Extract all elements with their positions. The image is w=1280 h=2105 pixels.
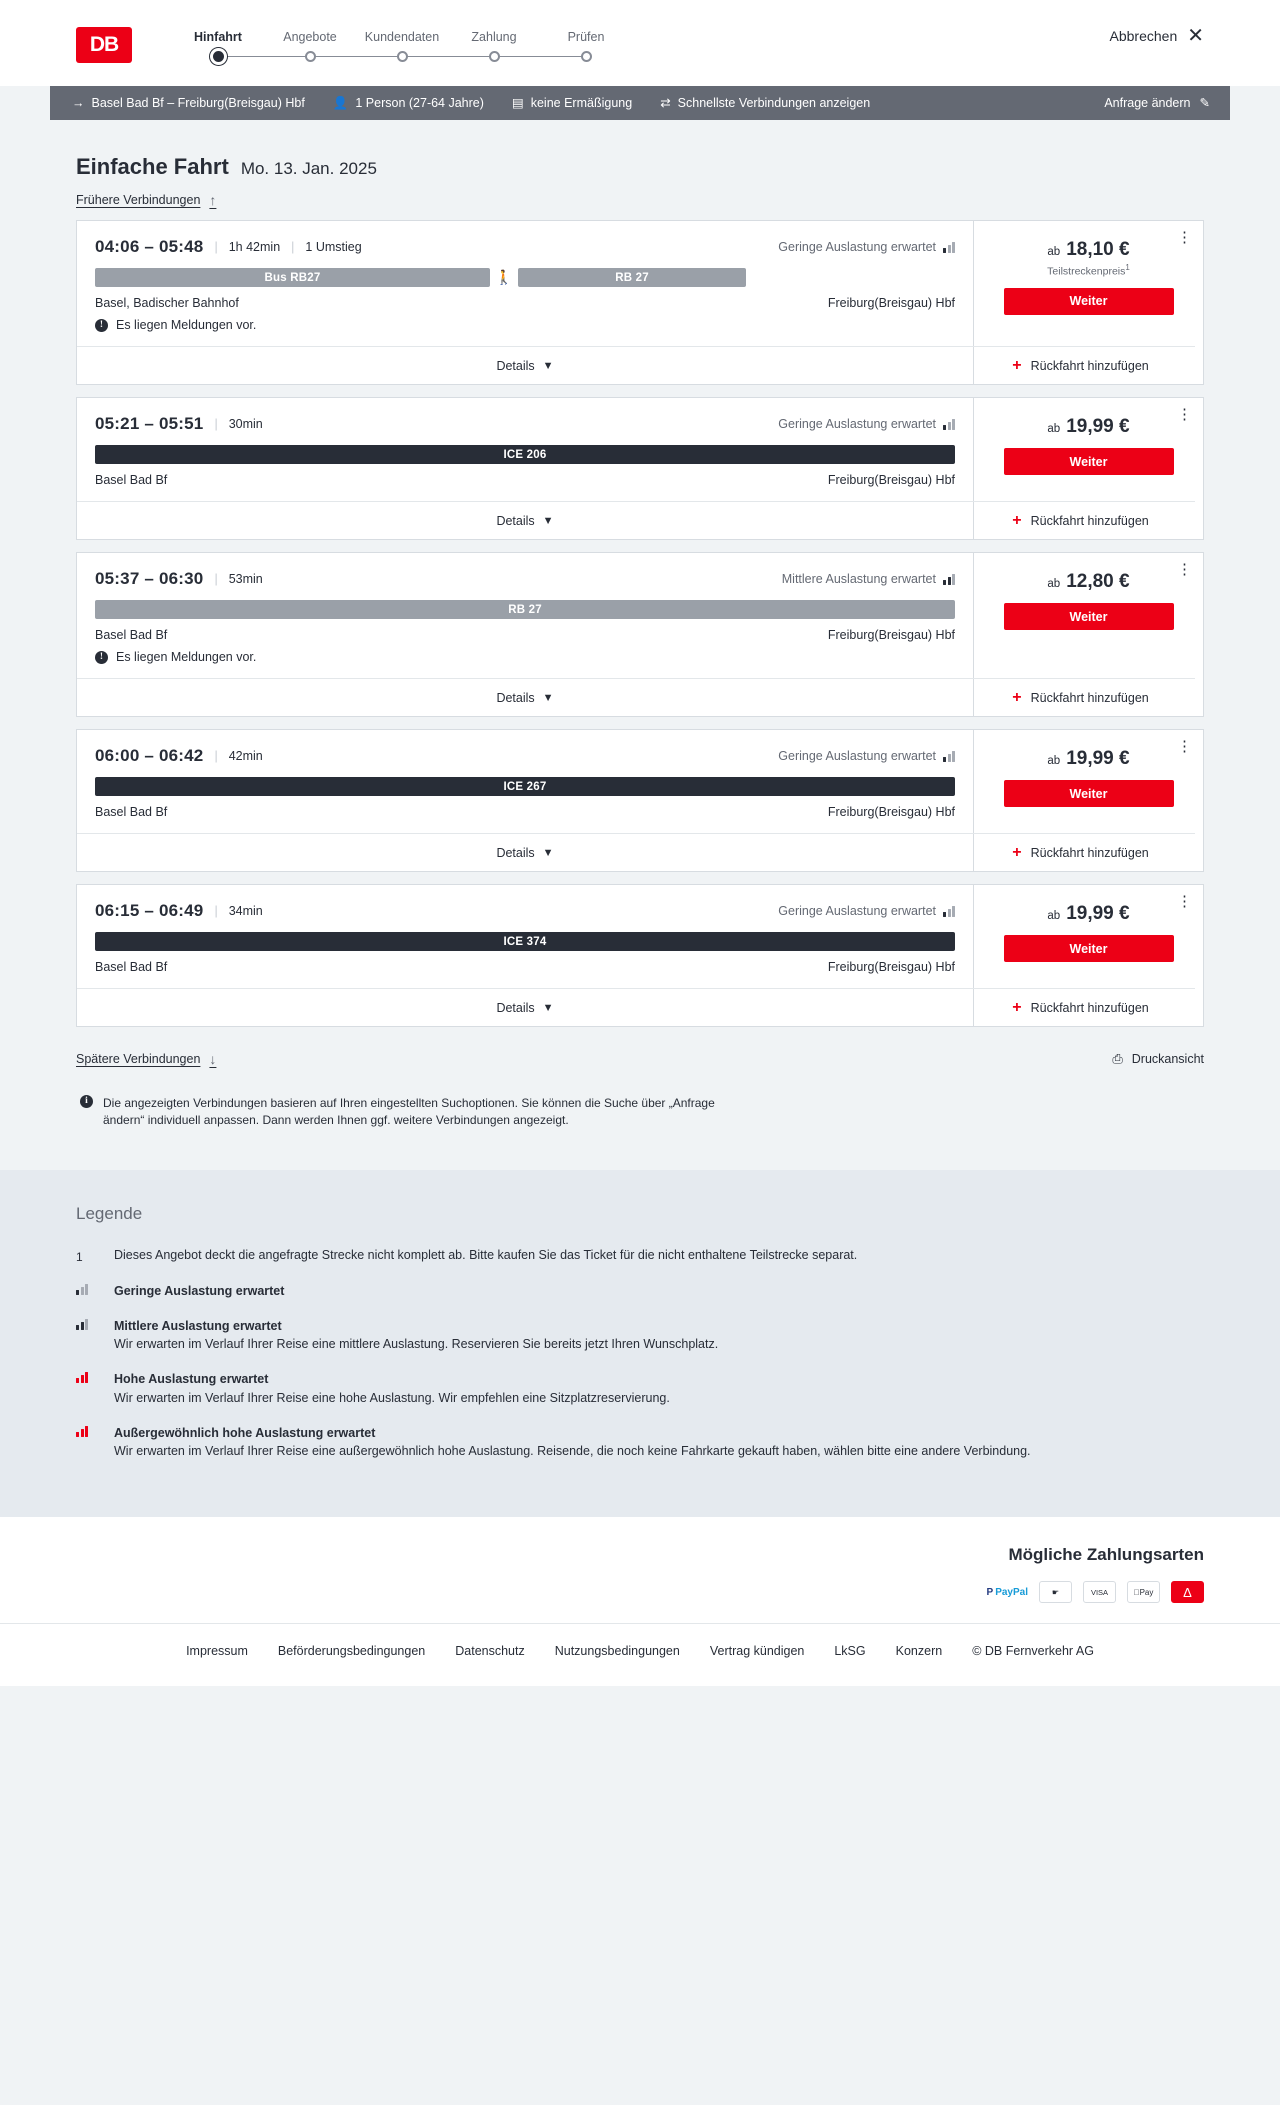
utilization-label: Geringe Auslastung erwartet [778,240,936,254]
query-sort-label: Schnellste Verbindungen anzeigen [677,96,871,110]
train-segment[interactable]: Bus RB27 [95,268,490,287]
info-icon: i [80,1095,93,1108]
connection-message [95,318,955,332]
edit-query-label: Anfrage ändern [1104,96,1191,110]
step-label: Prüfen [567,30,605,44]
plus-icon: + [1012,843,1022,861]
printer-icon: ⎙ [1112,1051,1123,1066]
plus-icon: + [1012,688,1022,706]
close-icon: ✕ [1187,25,1204,47]
destination-station: Freiburg(Breisgau) Hbf [827,960,955,974]
price-line [1047,903,1129,925]
utilization-bars-icon [76,1319,88,1330]
destination-station: Freiburg(Breisgau) Hbf [827,296,955,310]
chevron-down-icon: ▼ [542,691,554,704]
price-value: 19,99 € [1066,903,1130,924]
utilization-bars-icon [943,419,955,430]
footer-link[interactable]: Beförderungsbedingungen [277,1644,426,1659]
add-return-label: Rückfahrt hinzufügen [1030,513,1149,528]
chevron-down-icon: ▼ [542,359,554,372]
connection-card [76,397,1204,540]
segment-bar [95,600,955,619]
chevron-down-icon: ▼ [542,514,554,527]
step-kundendaten[interactable] [356,30,448,60]
continue-button[interactable]: Weiter [1004,603,1174,630]
utilization [778,749,955,763]
cancel-label: Abbrechen [1109,28,1178,44]
connection-details [77,730,973,871]
connection-list [76,220,1204,1027]
query-passengers-label: 1 Person (27-64 Jahre) [355,96,484,110]
train-segment[interactable]: RB 27 [95,600,955,619]
more-options-icon[interactable]: ⋮ [1177,561,1193,578]
legend-marker [76,1317,98,1355]
pencil-icon: ✎ [1199,95,1210,110]
price-value: 18,10 € [1066,239,1130,260]
step-hinfahrt[interactable] [172,30,264,60]
step-label: Hinfahrt [194,30,242,44]
search-options-note [76,1085,1204,1170]
footer-link[interactable]: LkSG [834,1644,866,1659]
utilization-label: Mittlere Auslastung erwartet [781,572,936,586]
alert-icon: ! [95,651,108,664]
step-pruefen[interactable] [540,30,632,60]
price-line [1047,239,1129,261]
connection-summary-row: 05:21 – 05:51 | 30min Geringe Auslastung erwartet [95,414,955,434]
connection-summary-row: 04:06 – 05:48 | 1h 42min | 1 Umstieg Geringe Auslastung erwartet [95,237,955,257]
connection-duration: 1h 42min [228,240,281,254]
train-segment[interactable]: ICE 374 [95,932,955,951]
train-segment[interactable]: ICE 267 [95,777,955,796]
station-row [95,473,955,487]
legend [50,1204,1230,1461]
legend-footnote-number: 1 [76,1249,83,1264]
page-title: Einfache Fahrt [76,154,229,179]
utilization-label: Geringe Auslastung erwartet [778,417,936,431]
page-title-row [76,120,1204,180]
details-toggle[interactable] [77,501,973,539]
payments [50,1545,1230,1603]
continue-button[interactable]: Weiter [1004,288,1174,315]
connection-message [95,650,955,664]
connection-summary-row: 06:00 – 06:42 | 42min Geringe Auslastung erwartet [95,746,955,766]
chevron-down-icon: ▼ [542,1001,554,1014]
chevron-down-icon: ▼ [542,846,554,859]
connection-message-text: Es liegen Meldungen vor. [116,650,257,664]
list-footer-row [76,1039,1204,1085]
continue-button[interactable]: Weiter [1004,780,1174,807]
query-sort [646,96,884,110]
segment-bar [95,445,955,464]
cancel-button[interactable] [1110,26,1204,64]
price-value: 12,80 € [1066,571,1130,592]
price-prefix: ab [1047,578,1061,590]
utilization-bars-icon [76,1284,88,1295]
add-return-button[interactable] [966,346,1195,384]
utilization-label: Geringe Auslastung erwartet [778,749,936,763]
destination-station: Freiburg(Breisgau) Hbf [827,628,955,642]
legend-marker [76,1424,98,1462]
add-return-label: Rückfahrt hinzufügen [1030,845,1149,860]
booking-stepper [172,30,632,60]
db-logo[interactable]: DB [76,27,132,63]
station-row [95,628,955,642]
legend-item-title: Außergewöhnlich hohe Auslastung erwartet [114,1425,376,1440]
connection-card [76,220,1204,385]
price-prefix: ab [1047,423,1061,435]
payment-icons [76,1581,1204,1603]
connection-changes: 1 Umstieg [305,240,362,254]
header-region [0,0,1280,86]
footer-link[interactable]: Nutzungsbedingungen [554,1644,680,1659]
legend-list [76,1246,1204,1461]
plus-icon: + [1012,356,1022,374]
header [50,0,1230,86]
step-dot-icon [489,51,500,62]
creditcard-icon: VISA [1083,1581,1116,1603]
continue-button[interactable]: Weiter [1004,448,1174,475]
legend-heading: Legende [76,1203,143,1223]
connection-time: 05:21 – 05:51 [95,414,204,433]
price-value: 19,99 € [1066,748,1130,769]
utilization-label: Geringe Auslastung erwartet [778,904,936,918]
query-passengers [319,96,498,110]
price-line [1047,416,1129,438]
footer-link[interactable]: Impressum [186,1644,248,1659]
connection-summary-row: 05:37 – 06:30 | 53min Mittlere Auslastung erwartet [95,569,955,589]
footer-region [0,1623,1280,1686]
station-row [95,960,955,974]
connection-offer [973,885,1203,1026]
price-value: 19,99 € [1066,416,1130,437]
utilization [778,240,955,254]
query-route-label: Basel Bad Bf – Freiburg(Breisgau) Hbf [91,96,305,110]
legend-marker [76,1246,98,1266]
segment-bar [95,777,955,796]
main-content [50,120,1230,1170]
utilization [778,904,955,918]
utilization-bars-icon [76,1426,88,1437]
connection-card [76,552,1204,717]
legend-item [76,1282,1204,1301]
payments-region [0,1517,1280,1623]
sliders-icon: ⇄ [660,95,671,110]
connection-time: 05:37 – 06:30 [95,569,204,588]
connection-card [76,729,1204,872]
connection-duration: 53min [228,572,263,586]
price-line [1047,571,1129,593]
query-summary-bar [50,86,1230,120]
print-view-label: Druckansicht [1131,1052,1204,1066]
footer-link[interactable]: Konzern [895,1644,943,1659]
earlier-connections-label: Frühere Verbindungen [76,193,201,207]
person-icon: 👤 [332,95,349,110]
connection-time: 06:00 – 06:42 [95,746,204,765]
step-label: Kundendaten [364,30,440,44]
legend-marker [76,1370,98,1408]
footer-links [50,1644,1230,1658]
legend-marker [76,1282,98,1301]
connection-offer [973,553,1203,716]
step-zahlung[interactable] [448,30,540,60]
query-discount-label: keine Ermäßigung [530,96,633,110]
step-angebote[interactable] [264,30,356,60]
travel-date: Mo. 13. Jan. 2025 [240,159,377,178]
connection-duration: 34min [228,904,263,918]
connection-offer [973,730,1203,871]
connection-duration: 42min [228,749,263,763]
utilization-bars-icon [943,906,955,917]
utilization [778,417,955,431]
legend-item-title: Geringe Auslastung erwartet [114,1283,285,1298]
connection-time: 06:15 – 06:49 [95,901,204,920]
legend-item-body: Dieses Angebot deckt die angefragte Strecke nicht komplett ab. Bitte kaufen Sie das Ticket für die nicht enthaltene Teilstrecke separat. [114,1247,858,1262]
origin-station: Basel Bad Bf [95,805,168,819]
destination-station: Freiburg(Breisgau) Hbf [827,473,955,487]
footer-link[interactable]: Vertrag kündigen [709,1644,805,1659]
later-connections-label: Spätere Verbindungen [76,1052,201,1066]
details-label: Details [496,1000,535,1015]
more-options-icon[interactable]: ⋮ [1177,738,1193,755]
footer-copyright: © DB Fernverkehr AG [972,1644,1094,1659]
step-label: Zahlung [471,30,517,44]
step-dot-icon [305,51,316,62]
add-return-label: Rückfahrt hinzufügen [1030,690,1149,705]
details-label: Details [496,358,535,373]
query-route [64,96,319,110]
earlier-connections-button[interactable] [76,180,216,220]
search-options-note-text: Die angezeigten Verbindungen basieren auf Ihren eingestellten Suchoptionen. Sie können die Suche über „Anfrage ändern“ individuell anpassen. Dann werden Ihnen ggf. weitere Verbindungen angezeigt. [103,1096,715,1128]
step-dot-icon [213,51,224,62]
add-return-label: Rückfahrt hinzufügen [1030,358,1149,373]
footer-link[interactable]: Datenschutz [455,1644,525,1659]
arrow-down-icon: ↓ [209,1051,217,1067]
alert-icon: ! [95,319,108,332]
legend-item [76,1317,1204,1355]
add-return-label: Rückfahrt hinzufügen [1030,1000,1149,1015]
connection-offer [973,398,1203,539]
more-options-icon[interactable]: ⋮ [1177,406,1193,423]
origin-station: Basel, Badischer Bahnhof [95,296,239,310]
details-label: Details [496,845,535,860]
plus-icon: + [1012,998,1022,1016]
price-prefix: ab [1047,910,1061,922]
paypal-icon: P PayPal [987,1581,1028,1603]
station-row [95,805,955,819]
connection-time: 04:06 – 05:48 [95,237,204,256]
utilization-bars-icon [76,1372,88,1383]
utilization [782,572,955,586]
details-toggle[interactable] [77,346,973,384]
price-prefix: ab [1047,246,1061,258]
card-icon: ▤ [511,95,524,110]
legend-item [76,1246,1204,1266]
more-options-icon[interactable]: ⋮ [1177,893,1193,910]
arrow-up-icon: ↑ [209,192,217,208]
legend-item [76,1424,1204,1462]
lastschrift-icon: ∆ [1171,1581,1204,1603]
price-note: Teilstreckenpreis$^1$ [1047,263,1130,278]
add-return-button[interactable] [966,988,1195,1026]
legend-region [0,1170,1280,1517]
add-return-button[interactable] [966,501,1195,539]
details-label: Details [496,690,535,705]
origin-station: Basel Bad Bf [95,473,168,487]
connection-card [76,884,1204,1027]
details-toggle[interactable] [77,678,973,716]
price-line [1047,748,1129,770]
later-connections-button[interactable] [76,1039,216,1079]
connection-offer [973,221,1203,384]
train-segment[interactable]: ICE 206 [95,445,955,464]
connection-summary-row: 06:15 – 06:49 | 34min Geringe Auslastung erwartet [95,901,955,921]
print-view-button[interactable] [1112,1051,1204,1067]
continue-button[interactable]: Weiter [1004,935,1174,962]
step-dot-icon [581,51,592,62]
query-discount [498,96,646,110]
utilization-bars-icon [943,242,955,253]
station-row [95,296,955,310]
segment-bar [95,268,955,287]
train-segment[interactable]: RB 27 [518,268,746,287]
details-toggle[interactable] [77,988,973,1026]
origin-station: Basel Bad Bf [95,628,168,642]
edit-query-button[interactable] [1104,96,1216,110]
add-return-button[interactable] [966,678,1195,716]
legend-item-body: Wir erwarten im Verlauf Ihrer Reise eine außergewöhnlich hohe Auslastung. Reisende, die noch keine Fahrkarte gekauft haben, wählen bitte eine andere Verbindung. [114,1444,1031,1459]
details-label: Details [496,513,535,528]
connection-details [77,885,973,1026]
origin-station: Basel Bad Bf [95,960,168,974]
price-prefix: ab [1047,755,1061,767]
sofort-icon: ☛ [1039,1581,1072,1603]
legend-item-title: Hohe Auslastung erwartet [114,1372,269,1387]
destination-station: Freiburg(Breisgau) Hbf [827,805,955,819]
add-return-button[interactable] [966,833,1195,871]
connection-details [77,221,973,384]
legend-item-title: Mittlere Auslastung erwartet [114,1318,282,1333]
step-dot-icon [397,51,408,62]
payments-heading: Mögliche Zahlungsarten [1008,1545,1204,1565]
connection-duration: 30min [228,417,263,431]
querybar-region [0,86,1280,120]
more-options-icon[interactable]: ⋮ [1177,229,1193,246]
connection-details [77,553,973,716]
walk-icon: 🚶 [495,269,513,285]
connection-details [77,398,973,539]
legend-item-body: Wir erwarten im Verlauf Ihrer Reise eine mittlere Auslastung. Reservieren Sie bereits jetzt Ihren Wunschplatz. [114,1337,719,1352]
plus-icon: + [1012,511,1022,529]
details-toggle[interactable] [77,833,973,871]
legend-item [76,1370,1204,1408]
utilization-bars-icon [943,574,955,585]
connection-message-text: Es liegen Meldungen vor. [116,318,257,332]
legend-item-body: Wir erwarten im Verlauf Ihrer Reise eine hohe Auslastung. Wir empfehlen eine Sitzplatzreservierung. [114,1390,670,1405]
utilization-bars-icon [943,751,955,762]
step-label: Angebote [283,30,337,44]
applepay-icon: Pay [1127,1581,1160,1603]
segment-bar [95,932,955,951]
route-arrow-icon: → [72,95,85,110]
